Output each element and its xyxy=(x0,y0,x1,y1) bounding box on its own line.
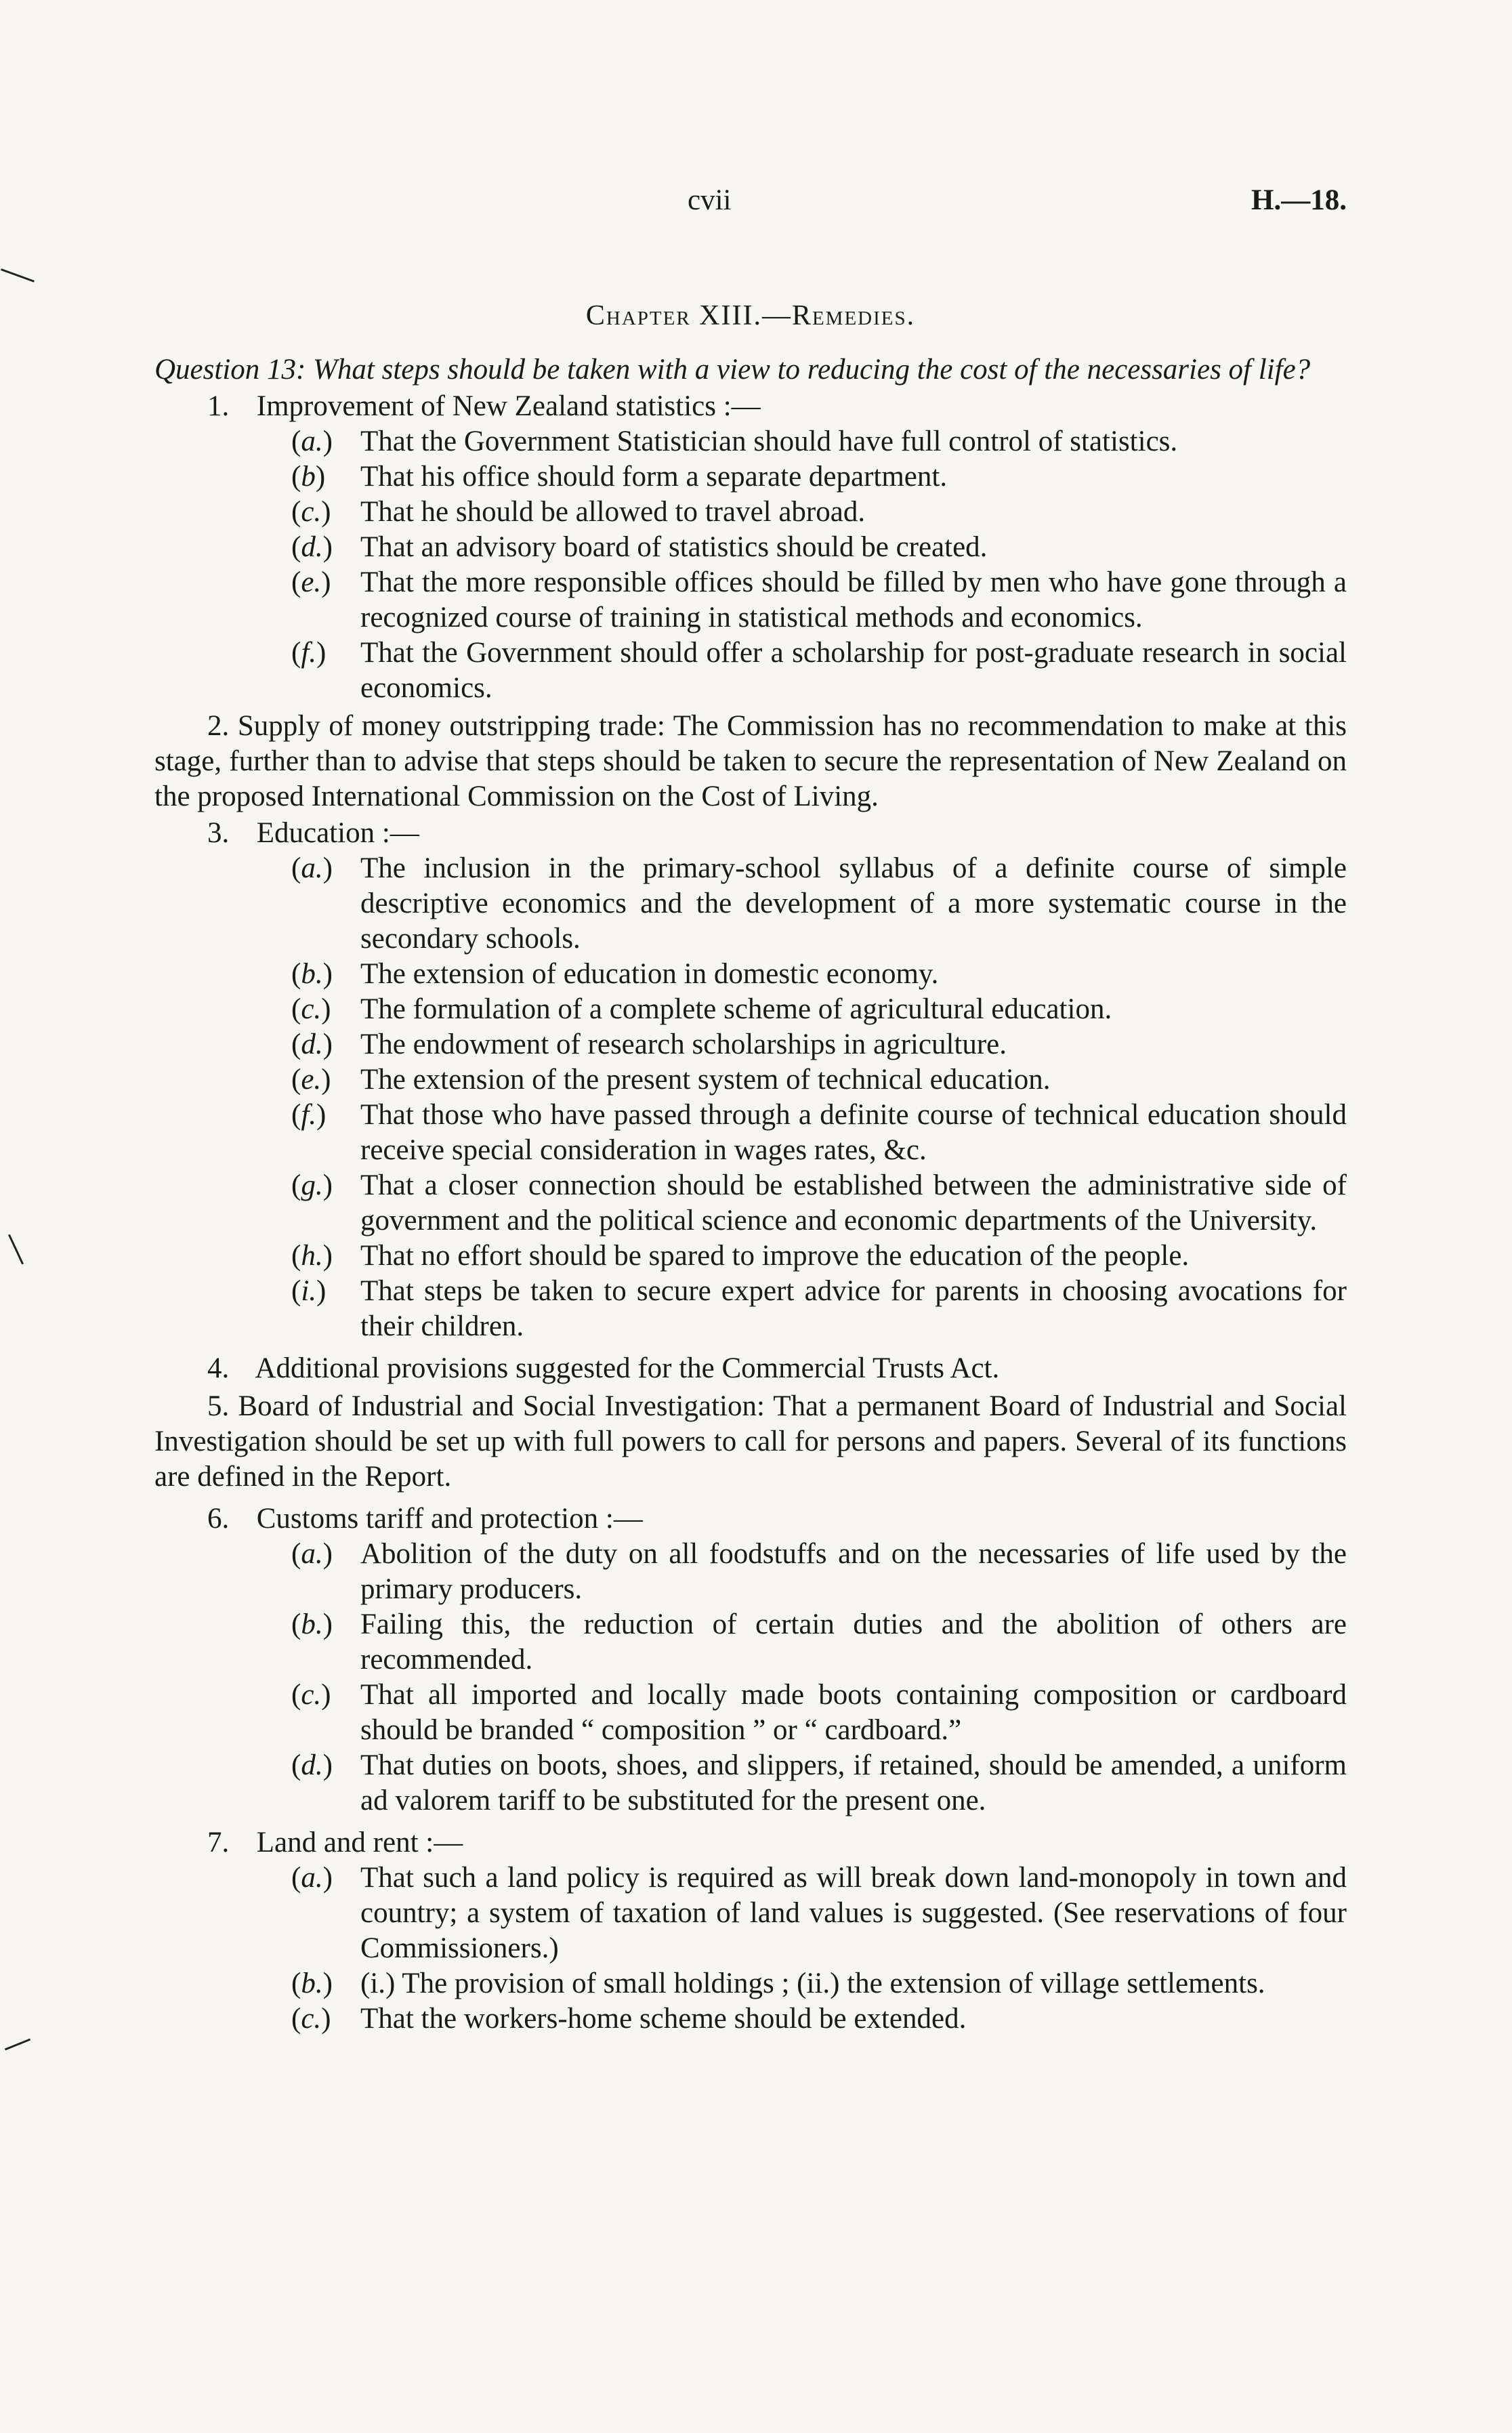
item-letter-value: h. xyxy=(301,1240,323,1272)
section-2 xyxy=(154,709,1347,814)
item-letter-value: g. xyxy=(301,1169,323,1201)
item-letter-value: a. xyxy=(301,425,323,457)
item-letter: (i.) xyxy=(291,1275,327,1307)
item-text: That an advisory board of statistics should be created. xyxy=(360,531,988,563)
item-letter: (a.) xyxy=(291,1862,333,1894)
section-1 xyxy=(154,389,1347,424)
item-letter-value: b. xyxy=(301,958,323,990)
item-letter-value: a. xyxy=(301,852,323,884)
item-text: That his office should form a separate department. xyxy=(360,461,948,493)
chapter-title: Chapter XIII.—Remedies. xyxy=(585,300,916,331)
item-letter-value: b. xyxy=(301,1968,323,1999)
document-reference: H.—18. xyxy=(1251,184,1347,216)
list-item xyxy=(291,1966,1347,2001)
item-letter: (f.) xyxy=(291,1099,327,1131)
list-item xyxy=(291,495,1347,530)
item-letter-value: c. xyxy=(301,2003,322,2035)
item-letter: (a.) xyxy=(291,852,333,884)
list-item xyxy=(291,2001,1347,2037)
item-text: That the Government Statistician should have full control of statistics. xyxy=(360,425,1178,457)
section-title: Supply of money outstripping trade: The Commission has no recommendation to make at this stage, further than to advise that steps should be taken to secure the representation of New Zealand on the proposed International Commission on the Cost of Living. xyxy=(154,710,1347,812)
list-item xyxy=(291,1274,1347,1344)
item-letter: (b.) xyxy=(291,958,333,990)
list-item xyxy=(291,1027,1347,1062)
item-text: (i.) The provision of small holdings ; (ii.) the extension of village settlements. xyxy=(360,1968,1265,1999)
page-number: cvii xyxy=(688,184,732,216)
item-text: That a closer connection should be established between the administrative side of government and the political science and economic departments of the University. xyxy=(360,1169,1347,1236)
item-letter-value: f. xyxy=(301,637,317,669)
list-item xyxy=(291,1239,1347,1274)
section-title: Land and rent :— xyxy=(256,1827,463,1858)
item-letter-value: d. xyxy=(301,1028,323,1060)
section-number: 6. xyxy=(207,1503,230,1535)
list-item xyxy=(291,1748,1347,1818)
section-3 xyxy=(154,816,1347,851)
item-letter: (d.) xyxy=(291,531,333,563)
item-text: Abolition of the duty on all foodstuffs and on the necessaries of life used by the primary producers. xyxy=(360,1538,1347,1605)
item-letter: (d.) xyxy=(291,1028,333,1060)
item-letter: (h.) xyxy=(291,1240,333,1272)
item-text: That duties on boots, shoes, and slippers, if retained, should be amended, a uniform ad valorem tariff to be substituted for the present one. xyxy=(360,1749,1347,1816)
item-letter-value: d. xyxy=(301,1749,323,1781)
list-item xyxy=(291,565,1347,636)
item-text: That the Government should offer a scholarship for post-graduate research in social economics. xyxy=(360,637,1347,704)
list-item xyxy=(291,636,1347,706)
list-item xyxy=(291,459,1347,495)
margin-mark-middle xyxy=(8,1234,24,1265)
item-letter: (a.) xyxy=(291,1538,333,1570)
item-letter-value: c. xyxy=(301,1679,322,1711)
section-title: Improvement of New Zealand statistics :— xyxy=(256,390,761,422)
section-number: 7. xyxy=(207,1827,230,1858)
item-letter: (f.) xyxy=(291,637,327,669)
list-item xyxy=(291,957,1347,992)
section-title: Customs tariff and protection :— xyxy=(256,1503,643,1535)
item-text: That all imported and locally made boots containing composition or cardboard should be branded “ composition ” or “ cardboard.” xyxy=(360,1679,1347,1746)
item-text: The inclusion in the primary-school syllabus of a definite course of simple descriptive economics and the development of a more systematic course in the secondary schools. xyxy=(360,852,1347,955)
list-item xyxy=(291,1098,1347,1168)
item-letter-value: f. xyxy=(301,1099,317,1131)
item-letter: (b.) xyxy=(291,1968,333,1999)
item-letter: (c.) xyxy=(291,1679,331,1711)
item-letter-value: b. xyxy=(301,1608,323,1640)
item-letter: (e.) xyxy=(291,1064,331,1096)
page-header xyxy=(154,183,1347,230)
item-letter: (a.) xyxy=(291,425,333,457)
item-text: The formulation of a complete scheme of agricultural education. xyxy=(360,993,1112,1025)
list-item xyxy=(291,992,1347,1027)
item-letter-value: b xyxy=(301,461,316,493)
item-letter: (c.) xyxy=(291,993,331,1025)
item-letter-value: e. xyxy=(301,566,322,598)
item-text: That steps be taken to secure expert advice for parents in choosing avocations for their children. xyxy=(360,1275,1347,1342)
list-item xyxy=(291,1062,1347,1098)
section-number: 1. xyxy=(207,390,230,422)
section-6 xyxy=(154,1501,1347,1537)
item-letter-value: i. xyxy=(301,1275,317,1307)
item-text: Failing this, the reduction of certain duties and the abolition of others are recommended. xyxy=(360,1608,1347,1676)
document-page xyxy=(154,183,1347,2037)
item-text: The extension of education in domestic economy. xyxy=(360,958,939,990)
list-item xyxy=(291,424,1347,459)
section-number: 3. xyxy=(207,817,230,849)
item-text: The extension of the present system of technical education. xyxy=(360,1064,1051,1096)
item-letter-value: a. xyxy=(301,1538,323,1570)
list-item xyxy=(291,1860,1347,1966)
item-text: That no effort should be spared to improve the education of the people. xyxy=(360,1240,1190,1272)
item-letter: (b) xyxy=(291,461,326,493)
section-number: 4. xyxy=(207,1352,230,1384)
item-text: That he should be allowed to travel abroad. xyxy=(360,496,866,528)
margin-mark-top xyxy=(1,268,35,283)
section-7 xyxy=(154,1825,1347,1860)
item-letter-value: a. xyxy=(301,1862,323,1894)
section-number: 2. xyxy=(207,710,230,742)
item-text: That the workers-home scheme should be extended. xyxy=(360,2003,967,2035)
question-text: Question 13: What steps should be taken with a view to reducing the cost of the necessaries of life? xyxy=(154,354,1311,386)
item-text: The endowment of research scholarships in agriculture. xyxy=(360,1028,1007,1060)
item-letter: (c.) xyxy=(291,496,331,528)
item-text: That those who have passed through a definite course of technical education should receive special consideration in wages rates, &c. xyxy=(360,1099,1347,1166)
item-text: That such a land policy is required as will break down land-monopoly in town and country; a system of taxation of land values is suggested. (See reservations of four Commissioners.) xyxy=(360,1862,1347,1964)
item-letter: (b.) xyxy=(291,1608,333,1640)
item-letter: (e.) xyxy=(291,566,331,598)
item-letter-value: c. xyxy=(301,496,322,528)
section-5 xyxy=(154,1389,1347,1495)
item-letter-value: c. xyxy=(301,993,322,1025)
item-letter-value: d. xyxy=(301,531,323,563)
list-item xyxy=(291,530,1347,565)
item-text: That the more responsible offices should be filled by men who have gone through a recognized course of training in statistical methods and economics. xyxy=(360,566,1347,633)
list-item xyxy=(291,1537,1347,1607)
list-item xyxy=(291,1607,1347,1678)
section-number: 5. xyxy=(207,1390,230,1422)
remedies-list xyxy=(154,389,1347,2037)
item-letter: (d.) xyxy=(291,1749,333,1781)
list-item xyxy=(291,1168,1347,1239)
item-letter-value: e. xyxy=(301,1064,322,1096)
section-title: Board of Industrial and Social Investigation: That a permanent Board of Industrial and Social Investigation should be set up with full powers to call for persons and papers. Several of its functions are defined in the Report. xyxy=(154,1390,1347,1493)
section-title: Additional provisions suggested for the Commercial Trusts Act. xyxy=(255,1352,1000,1384)
section-title: Education :— xyxy=(256,817,419,849)
section-4 xyxy=(154,1351,1347,1386)
list-item xyxy=(291,851,1347,957)
item-letter: (c.) xyxy=(291,2003,331,2035)
list-item xyxy=(291,1678,1347,1748)
margin-mark-bottom xyxy=(5,2039,30,2051)
item-letter: (g.) xyxy=(291,1169,333,1201)
